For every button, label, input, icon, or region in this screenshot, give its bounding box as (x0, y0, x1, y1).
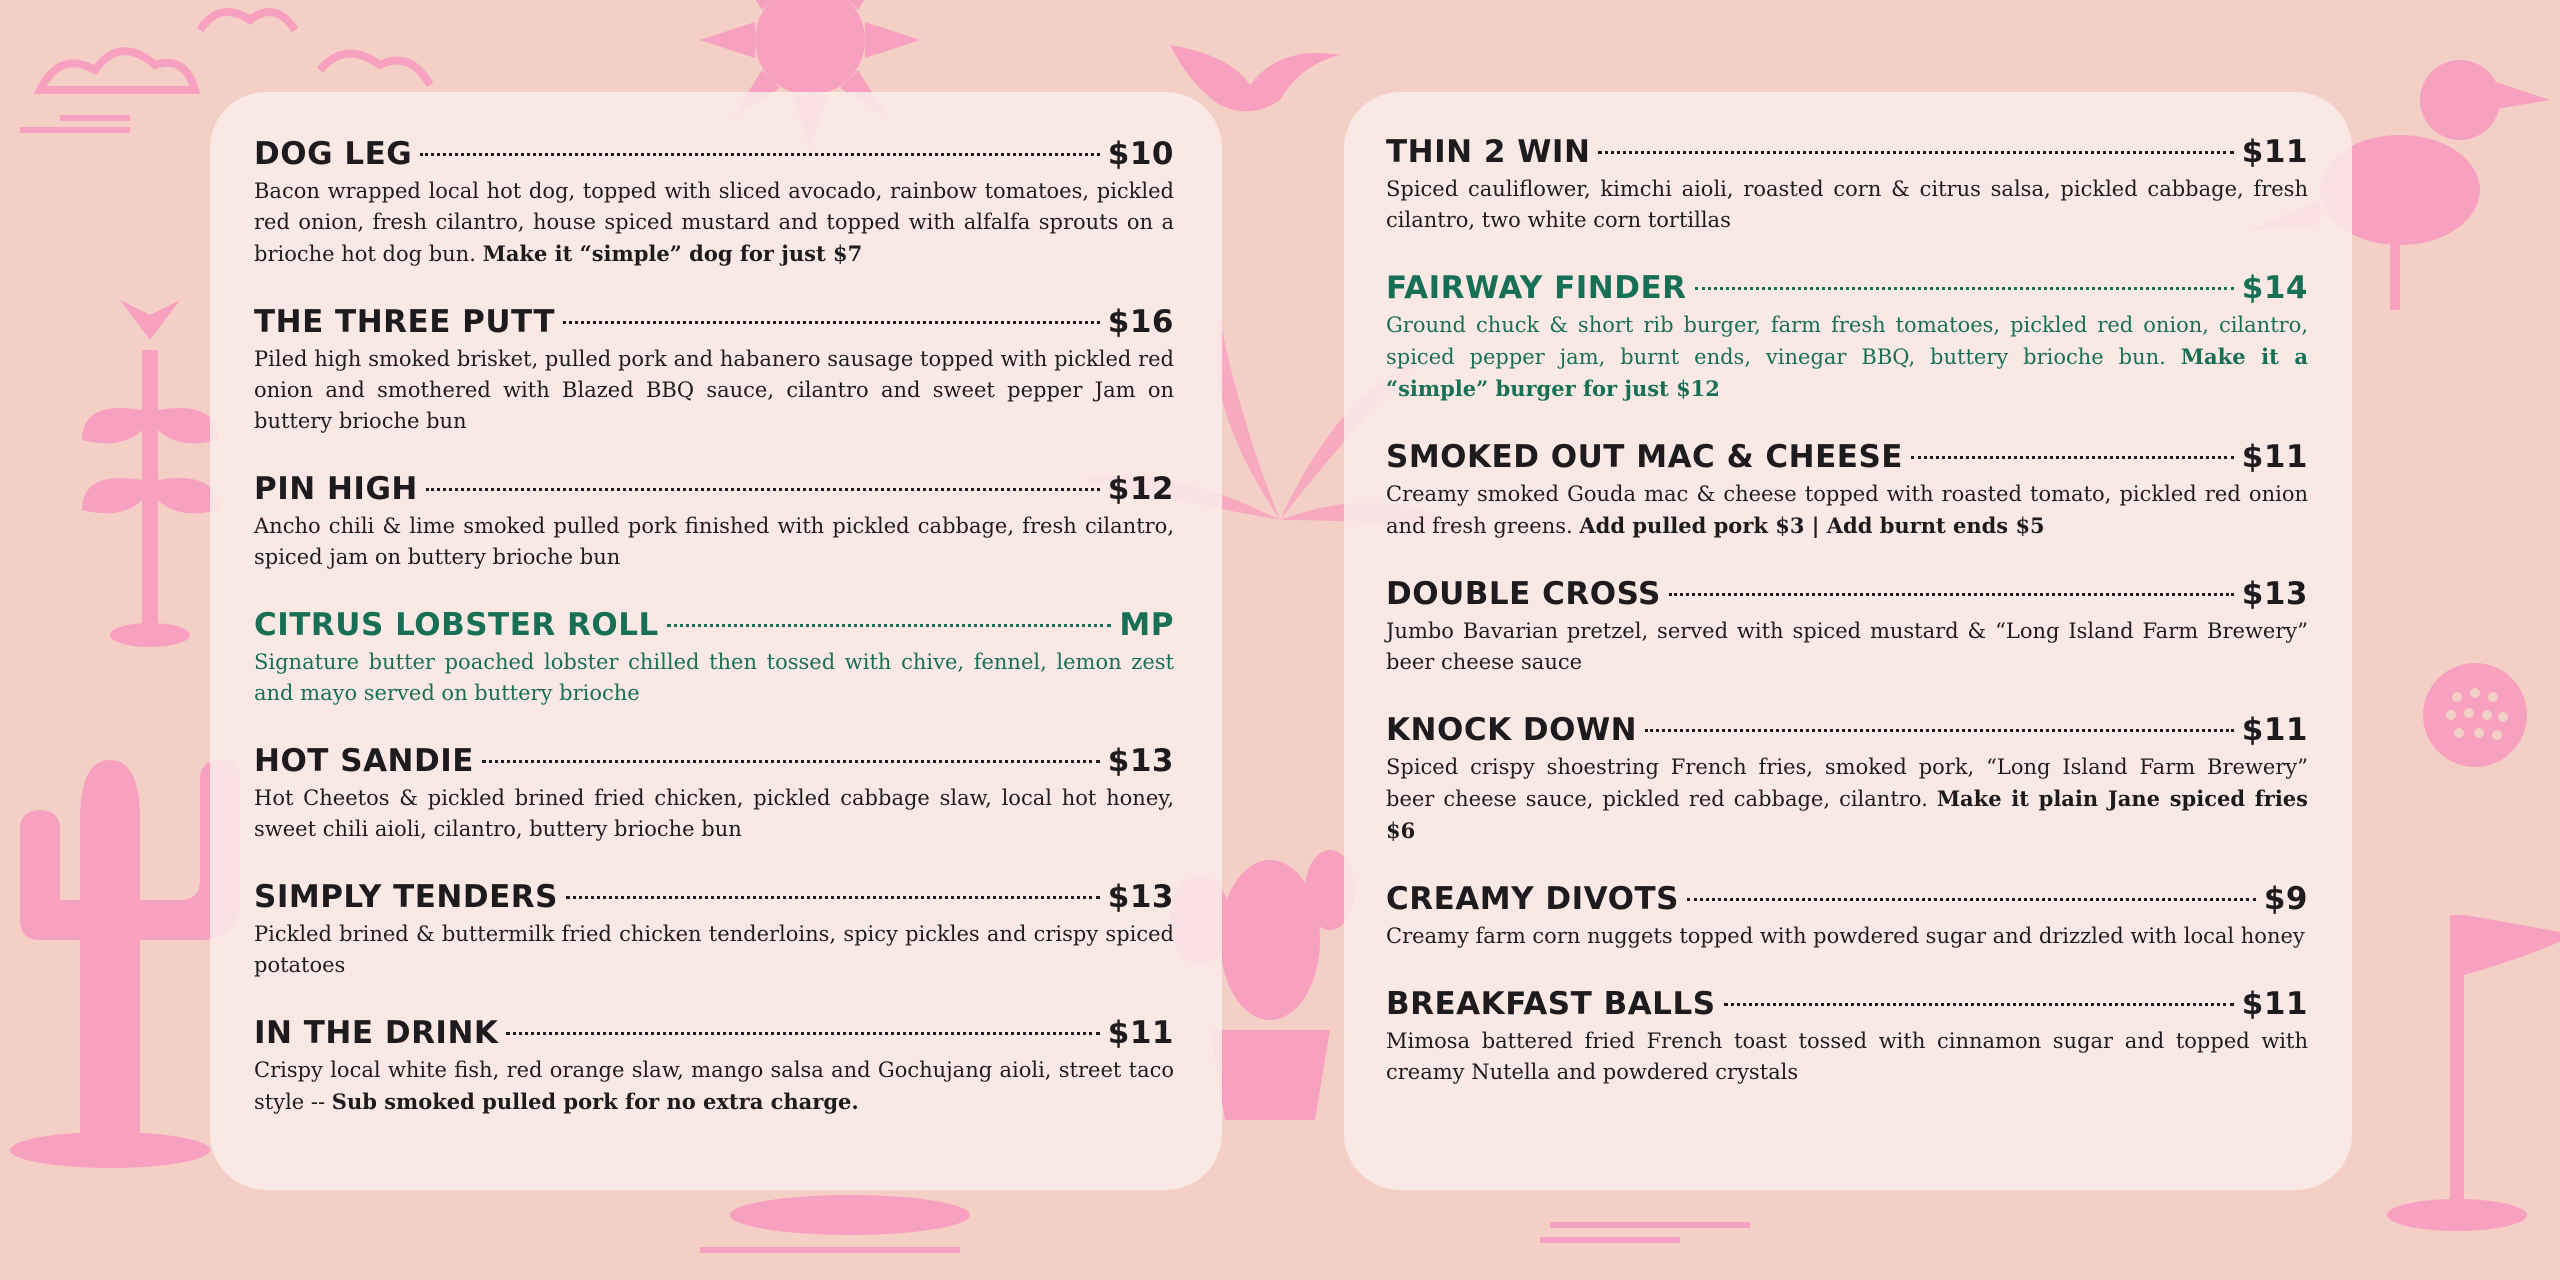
item-price: $13 (1107, 879, 1174, 915)
item-name: HOT SANDIE (254, 743, 474, 779)
item-note: Add pulled pork $3 | Add burnt ends $5 (1579, 513, 2045, 538)
item-price: $13 (1107, 743, 1174, 779)
item-price: $14 (2241, 270, 2308, 306)
menu-item-pin-high (254, 469, 1174, 573)
item-name: BREAKFAST BALLS (1386, 986, 1716, 1022)
dot-leader (1911, 456, 2234, 459)
item-description: Piled high smoked brisket, pulled pork and habanero sausage topped with pickled red onion and smothered with Blazed BBQ sauce, cilantro and sweet pepper Jam on buttery brioche bun (254, 347, 1174, 433)
cactus-icon (10, 760, 240, 1168)
item-name: KNOCK DOWN (1386, 712, 1638, 748)
dot-leader (1724, 1003, 2234, 1006)
dot-leader (563, 321, 1100, 324)
dot-leader (1695, 287, 2234, 290)
item-price: MP (1119, 607, 1174, 643)
dot-leader (482, 760, 1100, 763)
dot-leader (1687, 898, 2256, 901)
dot-leader (426, 488, 1100, 491)
item-name: DOUBLE CROSS (1386, 576, 1661, 612)
item-price: $16 (1107, 304, 1174, 340)
item-note: Make it plain Jane spiced fries $6 (1386, 786, 2308, 843)
item-note: Sub smoked pulled pork for no extra charge. (331, 1089, 859, 1114)
menu-item-citrus-lobster-roll (254, 605, 1174, 709)
menu-item-double-cross (1386, 574, 2308, 678)
item-description: Jumbo Bavarian pretzel, served with spiced mustard & “Long Island Farm Brewery” beer cheese sauce (1386, 619, 2308, 674)
item-name: SMOKED OUT MAC & CHEESE (1386, 439, 1903, 475)
dot-leader (506, 1032, 1099, 1035)
item-price: $10 (1107, 136, 1174, 172)
item-name: CREAMY DIVOTS (1386, 881, 1679, 917)
item-price: $9 (2263, 881, 2308, 917)
flower-stalk-icon (82, 300, 218, 647)
dot-leader (1669, 593, 2234, 596)
item-price: $11 (2241, 134, 2308, 170)
dot-leader (566, 896, 1100, 899)
item-price: $11 (2241, 439, 2308, 475)
dot-leader (1645, 729, 2234, 732)
item-description: Crispy local white fish, red orange slaw, mango salsa and Gochujang aioli, street taco style -- (254, 1058, 1174, 1114)
menu-item-fairway-finder (1386, 268, 2308, 405)
item-name: DOG LEG (254, 136, 413, 172)
dot-leader (1598, 151, 2233, 154)
item-description: Mimosa battered fried French toast tossed with cinnamon sugar and topped with creamy Nutella and powdered crystals (1386, 1029, 2308, 1084)
item-note: Make it “simple” dog for just $7 (482, 241, 863, 266)
menu-item-the-three-putt (254, 302, 1174, 437)
item-name: CITRUS LOBSTER ROLL (254, 607, 659, 643)
menu-item-hot-sandie (254, 741, 1174, 845)
item-description: Hot Cheetos & pickled brined fried chicken, pickled cabbage slaw, local hot honey, sweet chili aioli, cilantro, buttery brioche bun (254, 786, 1174, 841)
menu-item-dog-leg (254, 134, 1174, 270)
item-price: $11 (1107, 1015, 1174, 1051)
item-description: Ground chuck & short rib burger, farm fresh tomatoes, pickled red onion, cilantro, spiced pepper jam, burnt ends, vinegar BBQ, buttery brioche bun. (1386, 313, 2308, 369)
item-description: Creamy smoked Gouda mac & cheese topped with roasted tomato, pickled red onion and fresh greens. (1386, 482, 2308, 538)
menu-panel-left (210, 92, 1222, 1190)
item-description: Bacon wrapped local hot dog, topped with sliced avocado, rainbow tomatoes, pickled red onion, fresh cilantro, house spiced mustard and topped with alfalfa sprouts on a brioche hot dog bun. (254, 179, 1174, 266)
item-name: FAIRWAY FINDER (1386, 270, 1687, 306)
item-price: $11 (2241, 712, 2308, 748)
item-price: $11 (2241, 986, 2308, 1022)
menu-item-smoked-out-mac-cheese (1386, 437, 2308, 542)
item-description: Creamy farm corn nuggets topped with powdered sugar and drizzled with local honey (1386, 924, 2305, 948)
menu-item-creamy-divots (1386, 879, 2308, 952)
item-price: $13 (2241, 576, 2308, 612)
item-description: Spiced cauliflower, kimchi aioli, roasted corn & citrus salsa, pickled cabbage, fresh cilantro, two white corn tortillas (1386, 177, 2308, 232)
cloud-icon (700, 1195, 1750, 1250)
menu-item-knock-down (1386, 710, 2308, 847)
menu-item-breakfast-balls (1386, 984, 2308, 1088)
item-description: Ancho chili & lime smoked pulled pork finished with pickled cabbage, fresh cilantro, spiced jam on buttery brioche bun (254, 514, 1174, 569)
item-price: $12 (1107, 471, 1174, 507)
item-description: Signature butter poached lobster chilled then tossed with chive, fennel, lemon zest and mayo served on buttery brioche (254, 650, 1174, 705)
menu-item-in-the-drink (254, 1013, 1174, 1118)
item-name: IN THE DRINK (254, 1015, 499, 1051)
item-name: SIMPLY TENDERS (254, 879, 558, 915)
item-name: THE THREE PUTT (254, 304, 556, 340)
item-note: Make it a “simple” burger for just $12 (1386, 344, 2308, 401)
menu-item-thin-2-win (1386, 132, 2308, 236)
item-description: Spiced crispy shoestring French fries, smoked pork, “Long Island Farm Brewery” beer cheese sauce, pickled red cabbage, cilantro. (1386, 755, 2308, 811)
golf-flag-icon (2387, 915, 2560, 1231)
menu-item-simply-tenders (254, 877, 1174, 981)
item-name: PIN HIGH (254, 471, 418, 507)
dot-leader (667, 624, 1112, 627)
item-description: Pickled brined & buttermilk fried chicken tenderloins, spicy pickles and crispy spiced potatoes (254, 922, 1174, 977)
item-name: THIN 2 WIN (1386, 134, 1591, 170)
golf-ball-icon (2423, 663, 2527, 767)
menu-panel-right (1344, 92, 2352, 1190)
dot-leader (420, 153, 1100, 156)
